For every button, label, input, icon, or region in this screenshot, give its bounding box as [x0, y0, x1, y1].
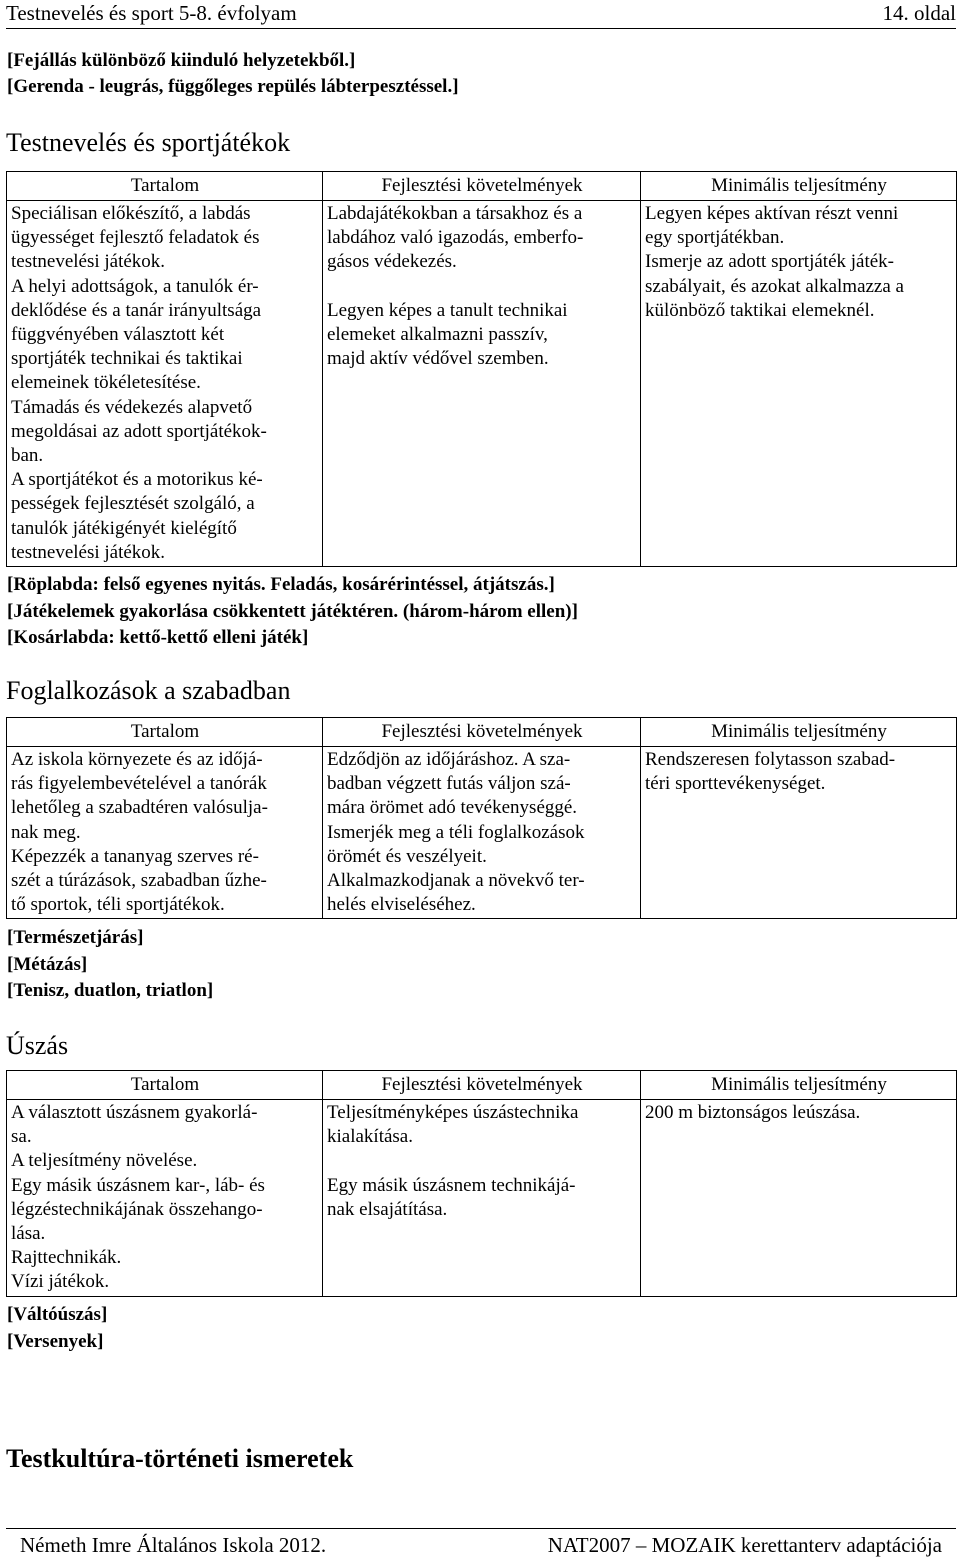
table-row — [7, 201, 957, 567]
cell-fejlesztes — [323, 1100, 641, 1297]
cell-line: testnevelési játékok. — [11, 251, 166, 273]
cell-line — [327, 1149, 637, 1173]
cell-line: gásos védekezés. — [327, 251, 457, 273]
page-footer — [6, 1528, 956, 1561]
cell-line: Alkalmazkodjanak a növekvő ter- — [327, 870, 585, 892]
cell-line: tanulók játékigényét kielégítő — [11, 517, 237, 539]
cell-line: megoldásai az adott sportjátékok- — [11, 420, 267, 442]
cell-line: testnevelési játékok. — [11, 541, 166, 563]
table-row — [7, 1100, 957, 1297]
cell-line: sa. — [11, 1126, 32, 1148]
cell-minimalis — [641, 747, 957, 919]
extra-line: [Métázás] — [7, 954, 88, 975]
cell-line: lása. — [11, 1223, 46, 1245]
cell-line: Speciálisan előkészítő, a labdás — [11, 203, 251, 224]
cell-line: örömét és veszélyeit. — [327, 845, 487, 867]
cell-line: elemeket alkalmazni passzív, — [327, 324, 548, 345]
col-header-minimalis: Minimális teljesítmény — [641, 1071, 957, 1100]
cell-line: elemeinek tökéletesítése. — [11, 372, 201, 394]
cell-line: rás figyelembevételével a tanórák — [11, 773, 267, 795]
cell-fejlesztes — [323, 747, 641, 919]
cell-line — [327, 275, 637, 299]
cell-line: Rendszeresen folytasson szabad- — [645, 749, 896, 770]
cell-line: majd aktív védővel szemben. — [327, 348, 549, 370]
extra-line: [Kosárlabda: kettő-kettő elleni játék] — [7, 627, 309, 648]
col-header-fejlesztes: Fejlesztési követelmények — [323, 1071, 641, 1100]
footer-school: Németh Imre Általános Iskola 2012. — [20, 1533, 327, 1557]
col-header-minimalis: Minimális teljesítmény — [641, 718, 957, 747]
cell-line: Ismerje az adott sportjáték játék- — [645, 251, 895, 273]
intro-line: [Gerenda - leugrás, függőleges repülés lábterpesztéssel.] — [7, 76, 459, 97]
col-header-fejlesztes: Fejlesztési követelmények — [323, 718, 641, 747]
section-title-sportjatekok: Testnevelés és sportjátékok — [6, 128, 291, 157]
col-header-tartalom: Tartalom — [7, 172, 323, 201]
extra-line: [Váltóúszás] — [7, 1304, 108, 1325]
extra-line: [Tenisz, duatlon, triatlon] — [7, 980, 214, 1001]
cell-line: A helyi adottságok, a tanulók ér- — [11, 275, 259, 297]
cell-line: ügyességet fejlesztő feladatok és — [11, 227, 260, 249]
cell-line: Támadás és védekezés alapvető — [11, 396, 253, 418]
cell-line: Vízi játékok. — [11, 1271, 110, 1293]
cell-line: lehetőleg a szabadtéren valósulja- — [11, 797, 268, 819]
cell-tartalom — [7, 1100, 323, 1297]
cell-line: Labdajátékokban a társakhoz és a — [327, 203, 583, 224]
cell-line: kialakítása. — [327, 1126, 413, 1148]
cell-line: Legyen képes aktívan részt venni — [645, 203, 899, 224]
page-number: 14. oldal — [882, 1, 956, 25]
footer-curriculum: NAT2007 – MOZAIK kerettanterv adaptációja — [547, 1533, 942, 1557]
table-header-row — [7, 718, 957, 747]
cell-line: deklődése és a tanár irányultsága — [11, 299, 262, 321]
cell-line: badban végzett futás váljon szá- — [327, 773, 571, 795]
header-title: Testnevelés és sport 5-8. évfolyam — [6, 1, 297, 25]
cell-tartalom — [7, 201, 323, 567]
cell-line: mára örömet adó tevékenységgé. — [327, 797, 578, 819]
cell-line: A teljesítmény növelése. — [11, 1150, 198, 1172]
table-uszas — [6, 1070, 957, 1297]
cell-line: szét a túrázások, szabadban űzhe- — [11, 870, 267, 892]
col-header-fejlesztes: Fejlesztési követelmények — [323, 172, 641, 201]
cell-line: Edződjön az időjáráshoz. A sza- — [327, 749, 571, 770]
cell-line: Képezzék a tananyag szerves ré- — [11, 845, 259, 867]
cell-line: nak meg. — [11, 821, 81, 843]
extra-line: [Természetjárás] — [7, 927, 144, 948]
extra-line: [Játékelemek gyakorlása csökkentett játéktéren. (három-három ellen)] — [7, 601, 578, 622]
col-header-tartalom: Tartalom — [7, 718, 323, 747]
page-header — [6, 0, 956, 29]
cell-fejlesztes — [323, 201, 641, 567]
cell-line: szabályait, és azokat alkalmazza a — [645, 275, 904, 297]
cell-line: Rajttechnikák. — [11, 1247, 122, 1269]
cell-minimalis — [641, 201, 957, 567]
cell-line: ban. — [11, 445, 44, 467]
cell-line: légzéstechnikájának összehango- — [11, 1198, 263, 1220]
cell-line: Az iskola környezete és az időjá- — [11, 749, 263, 770]
intro-line: [Fejállás különböző kiinduló helyzetekből.] — [7, 50, 356, 71]
cell-line: tő sportok, téli sportjátékok. — [11, 894, 225, 916]
cell-line: nak elsajátítása. — [327, 1198, 448, 1220]
section-title-testkultura: Testkultúra-történeti ismeretek — [6, 1444, 354, 1473]
cell-line: pességek fejlesztését szolgáló, a — [11, 493, 255, 515]
cell-line: A sportjátékot és a motorikus ké- — [11, 469, 263, 491]
cell-line: egy sportjátékban. — [645, 227, 785, 249]
table-sportjatekok — [6, 171, 957, 567]
cell-line: helés elviseléséhez. — [327, 894, 476, 916]
cell-line: sportjáték technikai és taktikai — [11, 348, 243, 370]
cell-tartalom — [7, 747, 323, 919]
cell-line: labdához való igazodás, emberfo- — [327, 227, 584, 249]
table-row — [7, 747, 957, 919]
cell-line: Legyen képes a tanult technikai — [327, 299, 568, 321]
section-title-szabadban: Foglalkozások a szabadban — [6, 676, 291, 705]
cell-line: Egy másik úszásnem technikájá- — [327, 1174, 576, 1196]
cell-line: 200 m biztonságos leúszása. — [645, 1102, 861, 1123]
cell-line: A választott úszásnem gyakorlá- — [11, 1102, 258, 1123]
cell-line: Ismerjék meg a téli foglalkozások — [327, 821, 585, 843]
table-header-row — [7, 1071, 957, 1100]
cell-minimalis — [641, 1100, 957, 1297]
col-header-tartalom: Tartalom — [7, 1071, 323, 1100]
table-szabadban — [6, 717, 957, 919]
cell-line: függvényében választott két — [11, 324, 225, 346]
extra-line: [Versenyek] — [7, 1331, 104, 1352]
cell-line: Egy másik úszásnem kar-, láb- és — [11, 1174, 265, 1196]
section-title-uszas: Úszás — [6, 1031, 69, 1060]
col-header-minimalis: Minimális teljesítmény — [641, 172, 957, 201]
cell-line: különböző taktikai elemeknél. — [645, 299, 875, 321]
cell-line: Teljesítményképes úszástechnika — [327, 1102, 579, 1123]
table-header-row — [7, 172, 957, 201]
cell-line: téri sporttevékenységet. — [645, 773, 826, 795]
extra-line: [Röplabda: felső egyenes nyitás. Feladás, kosárérintéssel, átjátszás.] — [7, 574, 555, 595]
